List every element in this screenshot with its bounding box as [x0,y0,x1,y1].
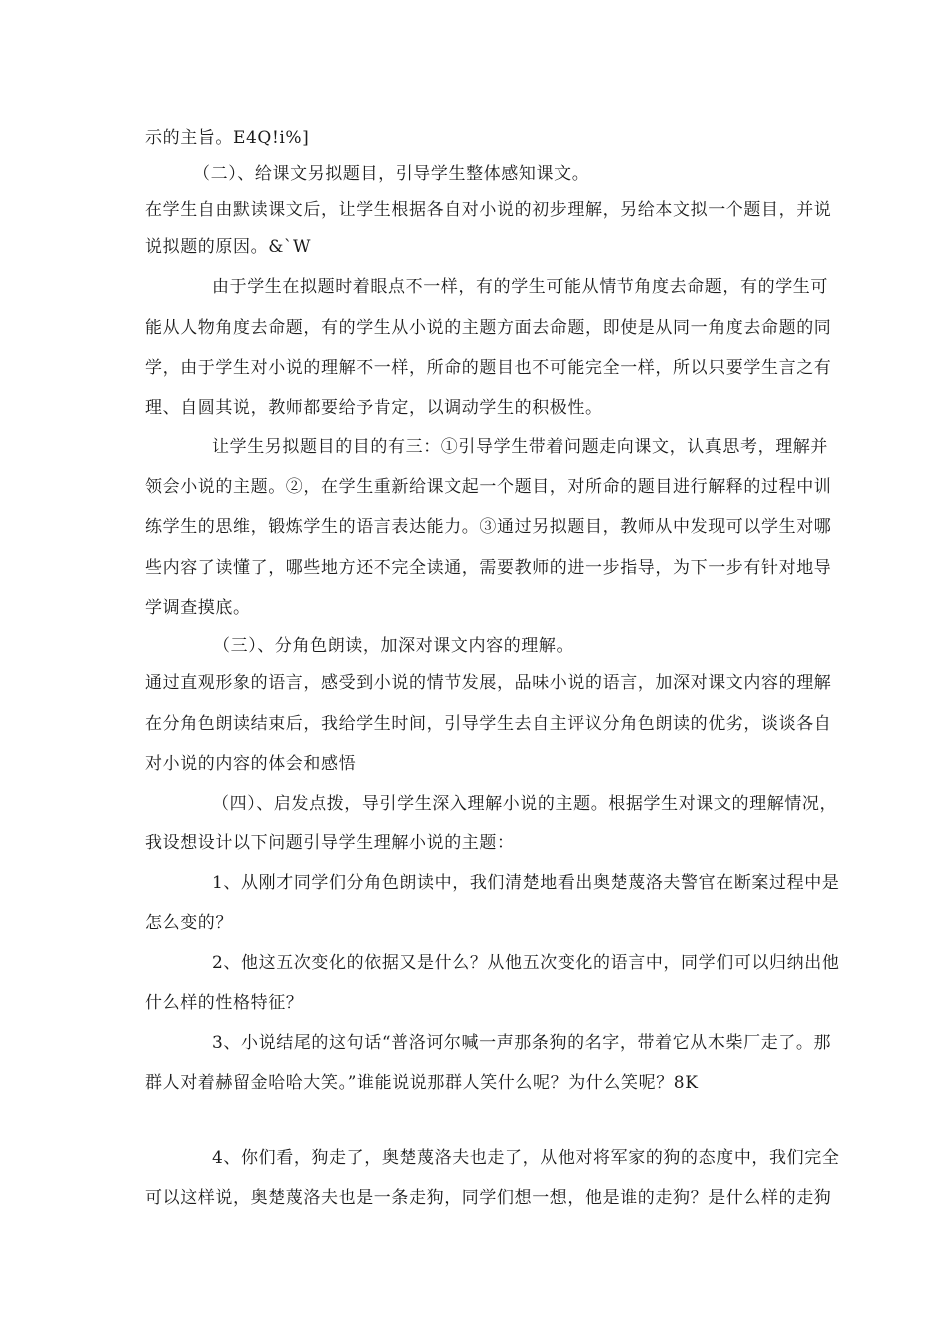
text-line: 让学生另拟题目的目的有三：①引导学生带着问题走向课文，认真思考，理解并 [212,437,828,457]
text-line: 可以这样说，奥楚蔑洛夫也是一条走狗，同学们想一想，他是谁的走狗？是什么样的走狗 [145,1188,832,1208]
section-heading: （二）、给课文另拟题目，引导学生整体感知课文。 [193,164,590,184]
text-line: 练学生的思维，锻炼学生的语言表达能力。③通过另拟题目，教师从中发现可以学生对哪 [145,517,832,537]
text-line: 群人对着赫留金哈哈大笑。”谁能说说那群人笑什么呢？为什么笑呢？8K [145,1073,699,1093]
section-heading: （三）、分角色朗读，加深对课文内容的理解。 [213,636,575,656]
text-line: 学，由于学生对小说的理解不一样，所命的题目也不可能完全一样，所以只要学生言之有 [145,358,832,378]
text-line: 我设想设计以下问题引导学生理解小说的主题： [145,833,515,853]
text-line: 能从人物角度去命题，有的学生从小说的主题方面去命题，即使是从同一角度去命题的同 [145,318,832,338]
text-line: 在学生自由默读课文后，让学生根据各自对小说的初步理解，另给本文拟一个题目，并说 [145,200,832,220]
text-line: 通过直观形象的语言，感受到小说的情节发展，品味小说的语言，加深对课文内容的理解 [145,673,832,693]
question-item: 4、你们看，狗走了，奥楚蔑洛夫也走了，从他对将军家的狗的态度中，我们完全 [212,1148,840,1168]
text-line: 理、自圆其说，教师都要给予肯定，以调动学生的积极性。 [145,398,603,418]
text-line: 由于学生在拟题时着眼点不一样，有的学生可能从情节角度去命题，有的学生可 [212,277,828,297]
text-line: 领会小说的主题。②，在学生重新给课文起一个题目，对所命的题目进行解释的过程中训 [145,477,832,497]
text-line: 对小说的内容的体会和感悟 [145,754,357,774]
question-item: 2、他这五次变化的依据又是什么？从他五次变化的语言中，同学们可以归纳出他 [212,953,840,973]
text-line: 说拟题的原因。&`W [145,237,312,257]
question-item: 3、小说结尾的这句话“普洛诃尔喊一声那条狗的名字，带着它从木柴厂走了。那 [212,1033,832,1053]
question-item: 1、从刚才同学们分角色朗读中，我们清楚地看出奥楚蔑洛夫警官在断案过程中是 [212,873,840,893]
text-line: 示的主旨。E4Q!i%] [145,128,310,148]
text-line: 在分角色朗读结束后，我给学生时间，引导学生去自主评议分角色朗读的优劣，谈谈各自 [145,714,832,734]
text-line: 些内容了读懂了，哪些地方还不完全读通，需要教师的进一步指导，为下一步有针对地导 [145,558,832,578]
text-line: 怎么变的？ [145,913,233,933]
text-line: 学调查摸底。 [145,598,251,618]
section-heading: （四）、启发点拨，导引学生深入理解小说的主题。根据学生对课文的理解情况， [212,794,838,814]
text-line: 什么样的性格特征？ [145,993,304,1013]
